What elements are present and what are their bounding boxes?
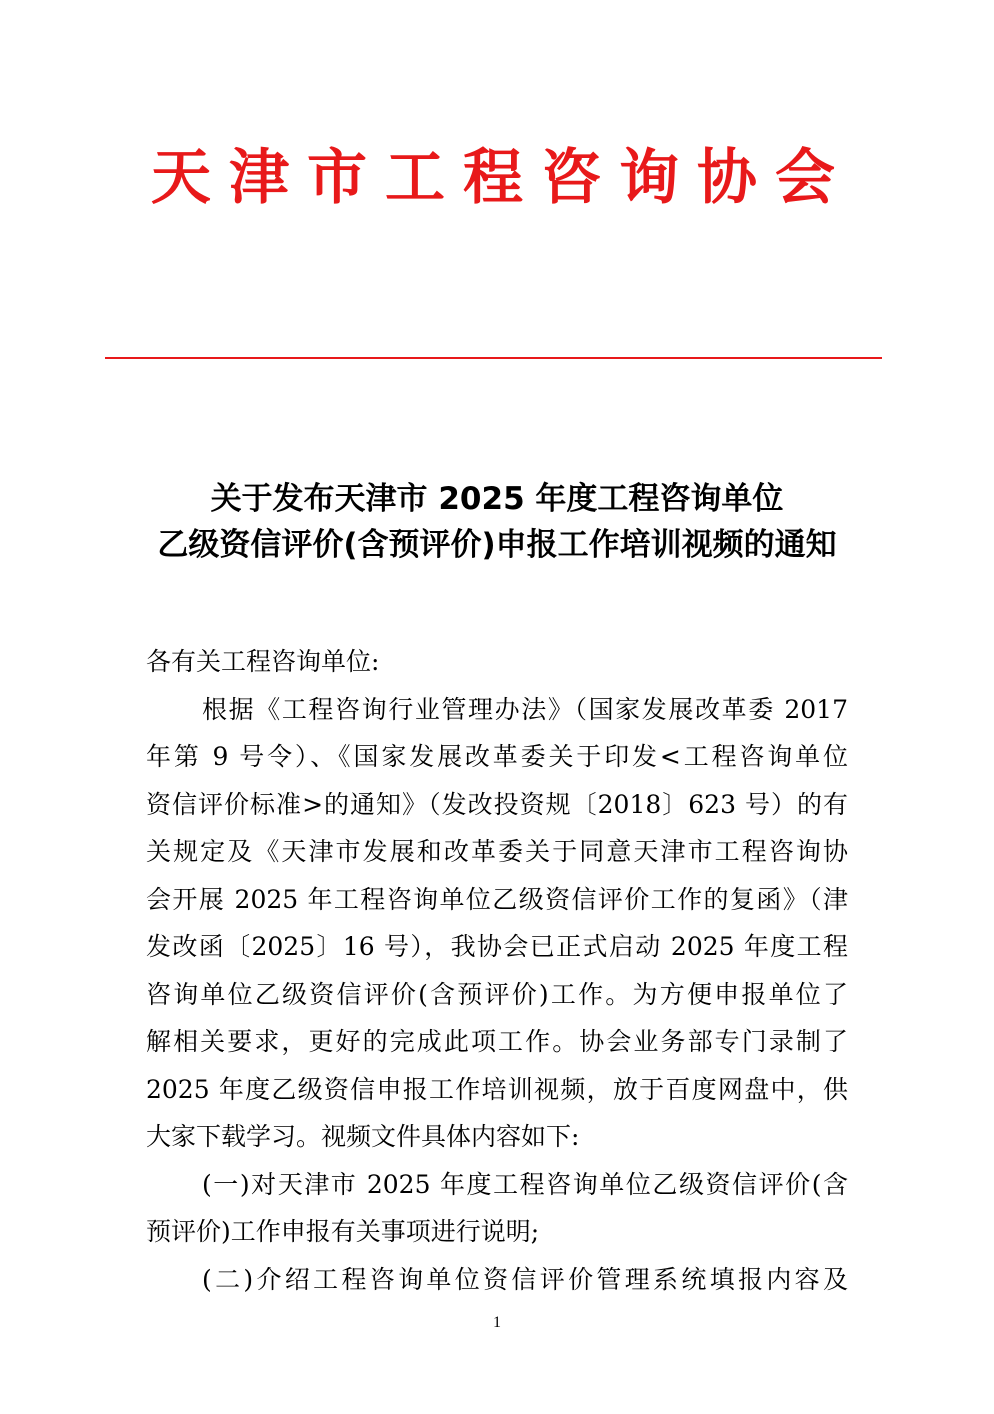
document-title: [0, 476, 994, 568]
body-line: 年第 9 号令）、《国家发展改革委关于印发<工程咨询单位: [146, 742, 848, 771]
letterhead-divider: [105, 357, 882, 359]
list-item-1-line: 预评价)工作申报有关事项进行说明;: [146, 1217, 540, 1246]
title-line-2: 乙级资信评价(含预评价)申报工作培训视频的通知: [157, 527, 837, 563]
page-number: 1: [493, 1314, 501, 1331]
body-line: 发改函〔2025〕16 号），我协会已正式启动 2025 年度工程: [146, 932, 848, 961]
body-line: 会开展 2025 年工程咨询单位乙级资信评价工作的复函》（津: [146, 884, 848, 914]
body-line: 大家下载学习。视频文件具体内容如下:: [146, 1122, 580, 1151]
body-line: 资信评价标准>的通知》（发改投资规〔2018〕623 号）的有: [146, 789, 848, 819]
body-line: 解相关要求，更好的完成此项工作。协会业务部专门录制了: [146, 1027, 848, 1056]
list-item-2-line: (二)介绍工程咨询单位资信评价管理系统填报内容及: [202, 1264, 848, 1294]
list-item-1-line: (一)对天津市 2025 年度工程咨询单位乙级资信评价(含: [202, 1169, 848, 1199]
body-line: 2025 年度乙级资信申报工作培训视频，放于百度网盘中，供: [146, 1074, 848, 1104]
body-line: 咨询单位乙级资信评价(含预评价)工作。为方便申报单位了: [146, 979, 848, 1009]
document-body: [146, 638, 848, 1303]
body-line: 关规定及《天津市发展和改革委关于同意天津市工程咨询协: [146, 837, 848, 866]
organization-letterhead: 天津市工程咨询协会: [151, 143, 853, 213]
salutation: 各有关工程咨询单位:: [146, 647, 380, 676]
body-line: 根据《工程咨询行业管理办法》（国家发展改革委 2017: [202, 694, 848, 724]
title-line-1: 关于发布天津市 2025 年度工程咨询单位: [210, 481, 784, 517]
